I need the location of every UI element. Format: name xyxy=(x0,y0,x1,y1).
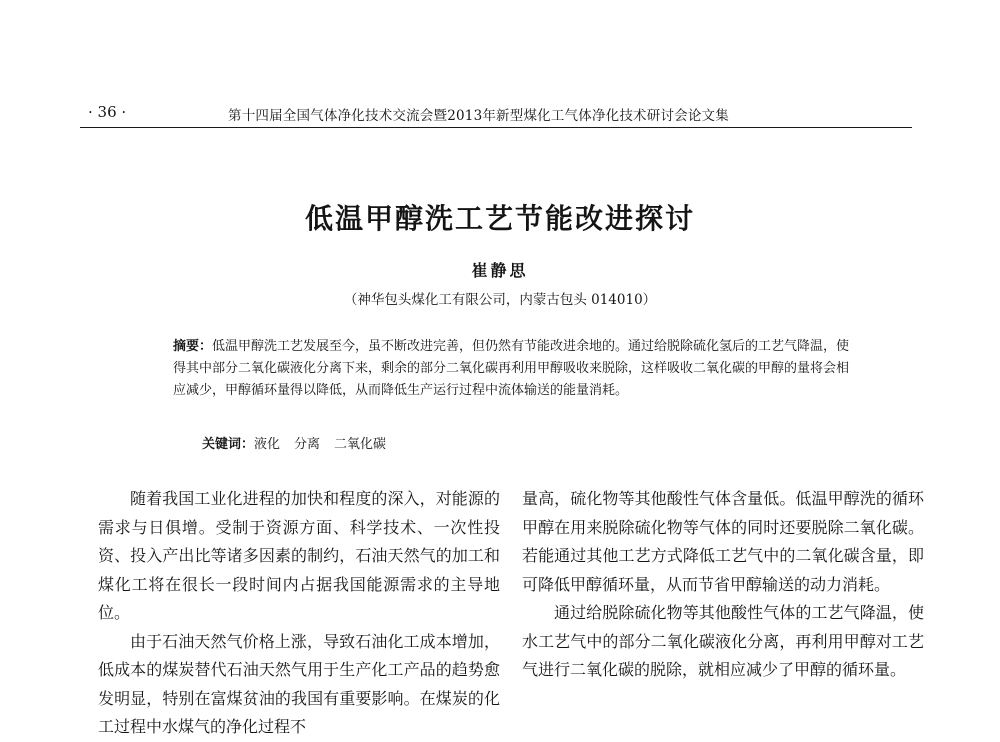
keyword: 分离 xyxy=(294,437,321,452)
abstract-text: 低温甲醇洗工艺发展至今，虽不断改进完善，但仍然有节能改进余地的。通过给脱除硫化氢后的工艺气降温，使得其中部分二氧化碳液化分离下来，剩余的部分二氧化碳再利用甲醇吸收来脱除，这样吸收二氧化碳的甲醇的量将会相应减少，甲醇循环量得以降低，从而降低生产运行过程中流体输送的能量消耗。 xyxy=(173,339,850,398)
paper-title: 低温甲醇洗工艺节能改进探讨 xyxy=(304,202,695,235)
affiliation: （神华包头煤化工有限公司，内蒙古包头 014010） xyxy=(343,292,657,308)
keywords-label: 关键词： xyxy=(202,437,255,452)
body-column-left xyxy=(98,485,500,742)
running-header: 第十四届全国气体净化技术交流会暨2013年新型煤化工气体净化技术研讨会论文集 xyxy=(228,108,729,124)
paragraph: 由于石油天然气价格上涨，导致石油化工成本增加，低成本的煤炭替代石油天然气用于生产化工产品的趋势愈发明显，特别在富煤贫油的我国有重要影响。在煤炭的化工过程中水煤气的净化过程不 xyxy=(98,631,500,736)
paragraph: 量高，硫化物等其他酸性气体含量低。低温甲醇洗的循环甲醇在用来脱除硫化物等气体的同时还要脱除二氧化碳。若能通过其他工艺方式降低工艺气中的二氧化碳含量，即可降低甲醇循环量，从而节省甲醇输送的动力消耗。 xyxy=(522,489,924,594)
paragraph: 随着我国工业化进程的加快和程度的深入，对能源的需求与日俱增。受制于资源方面、科学技术、一次性投资、投入产出比等诸多因素的制约，石油天然气的加工和煤化工将在很长一段时间内占据我国能源需求的主导地位。 xyxy=(98,489,500,622)
keyword: 液化 xyxy=(254,437,281,452)
header-rule xyxy=(80,127,912,128)
abstract xyxy=(173,336,853,402)
keywords xyxy=(202,433,400,452)
author: 崔静思 xyxy=(471,261,529,280)
keyword: 二氧化碳 xyxy=(334,437,387,452)
abstract-label: 摘要： xyxy=(173,339,213,354)
page-number: · 36 · xyxy=(88,103,127,121)
paragraph: 通过给脱除硫化物等其他酸性气体的工艺气降温，使水工艺气中的部分二氧化碳液化分离，再利用甲醇对工艺气进行二氧化碳的脱除，就相应减少了甲醇的循环量。 xyxy=(522,603,924,679)
body-column-right xyxy=(522,485,924,685)
